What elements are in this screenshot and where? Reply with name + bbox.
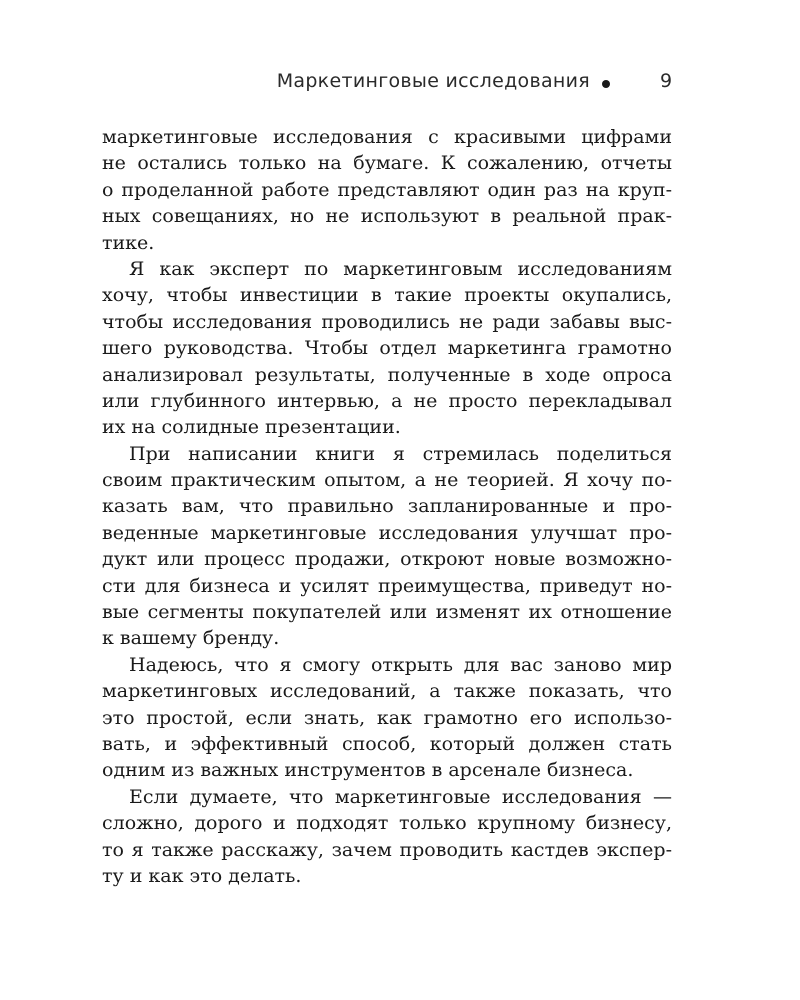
text-line: маркетинговых исследований, а также показать, что: [102, 680, 672, 703]
text-line: к вашему бренду.: [102, 627, 280, 650]
running-header: [0, 70, 800, 100]
text-line: Если думаете, что маркетинговые исследования —: [129, 785, 672, 808]
text-line: шего руководства. Чтобы отдел маркетинга грамотно: [102, 337, 672, 360]
text-line: сложно, дорого и подходят только крупному бизнесу,: [102, 812, 672, 835]
paragraph: [102, 441, 672, 652]
header-title: Маркетинговые исследования: [276, 70, 590, 92]
text-line: Я как эксперт по маркетинговым исследованиям: [129, 257, 672, 280]
paragraph: [102, 652, 672, 784]
bullet-icon: [602, 80, 610, 88]
text-line: то я также расскажу, зачем проводить кастдев экспер-: [102, 838, 672, 861]
text-line: хочу, чтобы инвестиции в такие проекты окупались,: [102, 284, 672, 307]
text-line: При написании книги я стремилась поделиться: [129, 442, 672, 465]
text-line: ту и как это делать.: [102, 864, 302, 887]
body-text: [102, 124, 672, 889]
paragraph: [102, 124, 672, 256]
text-line: вать, и эффективный способ, который должен стать: [102, 732, 672, 755]
text-line: о проделанной работе представляют один раз на круп-: [102, 178, 672, 201]
page-number: 9: [660, 70, 673, 92]
text-line: казать вам, что правильно запланированные и про-: [102, 495, 672, 518]
text-line: тике.: [102, 231, 155, 254]
text-line: одним из важных инструментов в арсенале бизнеса.: [102, 759, 634, 782]
paragraph: [102, 256, 672, 441]
text-line: маркетинговые исследования с красивыми цифрами: [102, 126, 672, 148]
text-line: это простой, если знать, как грамотно его использо-: [102, 706, 672, 729]
text-line: их на солидные презентации.: [102, 416, 401, 439]
text-line: анализировал результаты, полученные в ходе опроса: [102, 363, 672, 386]
text-line: дукт или процесс продажи, откроют новые возможно-: [102, 548, 672, 571]
text-line: ных совещаниях, но не используют в реальной прак-: [102, 205, 672, 228]
paragraph: [102, 784, 672, 890]
text-line: сти для бизнеса и усилят преимущества, приведут но-: [102, 574, 672, 597]
text-line: Надеюсь, что я смогу открыть для вас заново мир: [129, 653, 672, 676]
text-line: или глубинного интервью, а не просто перекладывал: [102, 389, 672, 412]
text-line: веденные маркетинговые исследования улучшат про-: [102, 521, 672, 544]
text-line: вые сегменты покупателей или изменят их отношение: [102, 601, 672, 624]
text-line: своим практическим опытом, а не теорией. Я хочу по-: [102, 469, 672, 492]
text-line: чтобы исследования проводились не ради забавы выс-: [102, 310, 672, 333]
text-line: не остались только на бумаге. К сожалению, отчеты: [102, 152, 672, 175]
